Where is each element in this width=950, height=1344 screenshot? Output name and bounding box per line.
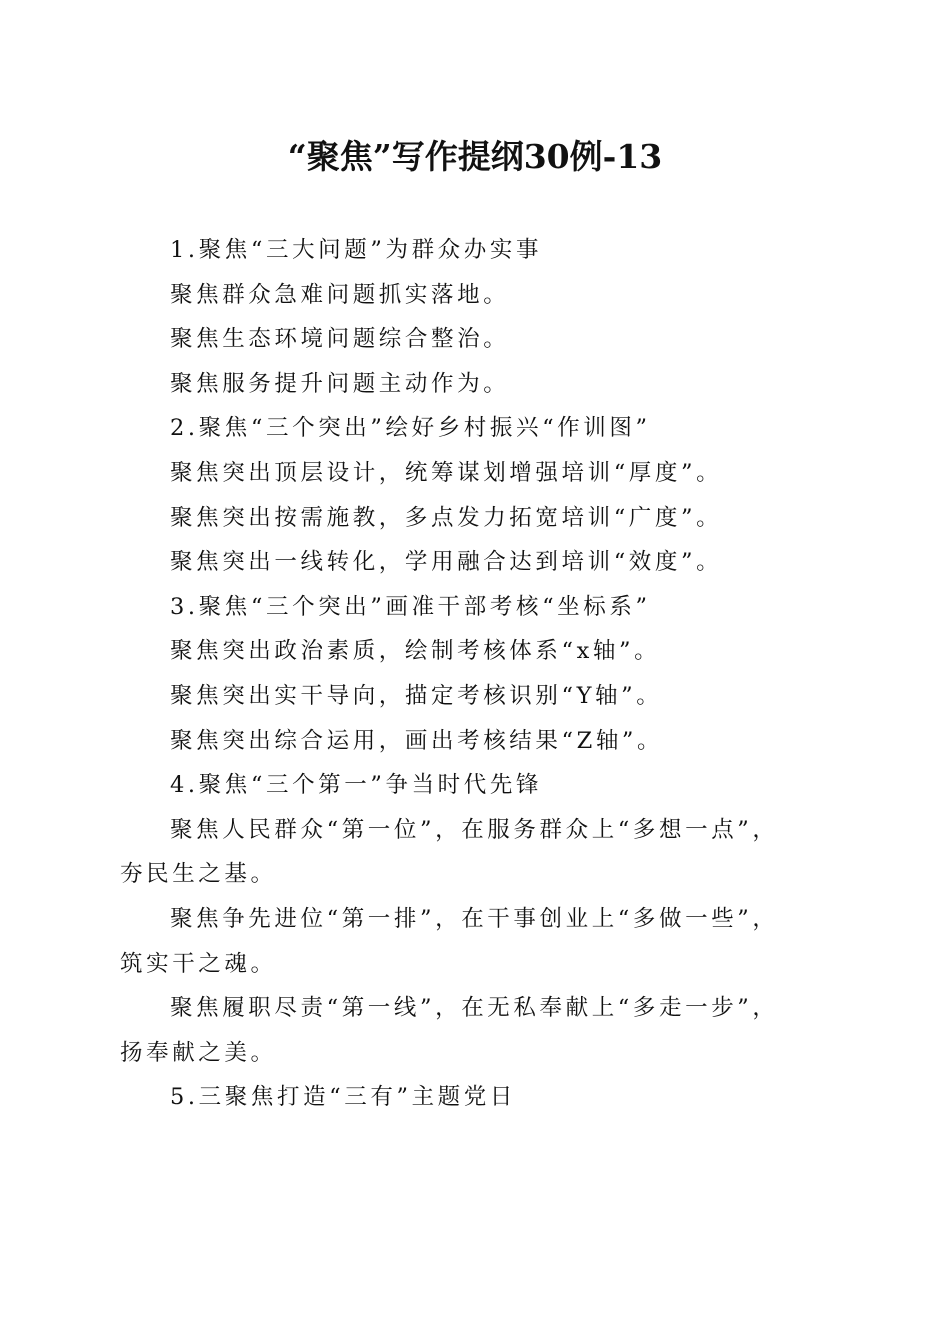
text-line: 扬奉献之美。 [120,1039,277,1066]
text-line: 聚焦突出政治素质，绘制考核体系“x轴”。 [170,638,661,665]
text-line: 聚焦争先进位“第一排”，在干事创业上“多做一些”， [170,905,779,932]
text-line: 聚焦突出综合运用，画出考核结果“Z轴”。 [170,727,664,754]
text-line: 1.聚焦“三大问题”为群众办实事 [170,237,543,263]
text-line: 5.三聚焦打造“三有”主题党日 [170,1084,516,1111]
document-title: “聚焦”写作提纲30例-13 [287,137,663,176]
text-line: 聚焦突出顶层设计，统筹谋划增强培训“厚度”。 [170,459,723,486]
text-line: 聚焦突出实干导向，描定考核识别“Y轴”。 [170,682,663,709]
text-line: 聚焦突出一线转化，学用融合达到培训“效度”。 [170,549,723,576]
text-line: 4.聚焦“三个第一”争当时代先锋 [170,772,543,799]
text-line: 聚焦履职尽责“第一线”，在无私奉献上“多走一步”， [170,995,779,1022]
text-line: 聚焦生态环境问题综合整治。 [170,326,510,353]
text-line: 聚焦突出按需施教，多点发力拓宽培训“广度”。 [170,504,723,531]
text-line: 2.聚焦“三个突出”绘好乡村振兴“作训图” [170,415,651,442]
text-line: 夯民生之基。 [120,861,277,888]
document-body [120,228,820,1120]
text-line: 聚焦群众急难问题抓实落地。 [170,281,510,308]
text-line: 聚焦服务提升问题主动作为。 [170,370,510,397]
text-line: 筑实干之魂。 [120,950,277,977]
text-line: 聚焦人民群众“第一位”，在服务群众上“多想一点”， [170,816,779,843]
text-line: 3.聚焦“三个突出”画准干部考核“坐标系” [170,593,651,620]
